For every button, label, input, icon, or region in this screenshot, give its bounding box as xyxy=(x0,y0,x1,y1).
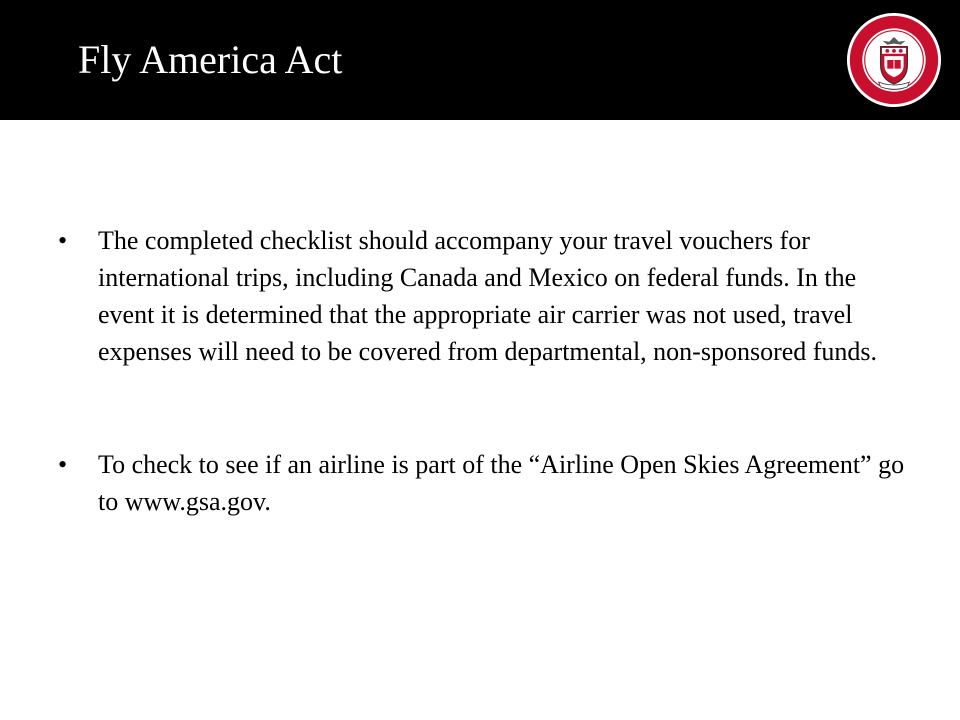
bullet-marker: • xyxy=(58,450,68,479)
bullet-text: To check to see if an airline is part of the “Airline Open Skies Agreement” go to www.gsa.gov. xyxy=(98,450,905,516)
slide-body xyxy=(58,222,908,520)
bullet-marker: • xyxy=(58,226,68,255)
bullet-item xyxy=(58,222,908,370)
slide-title: Fly America Act xyxy=(78,37,343,82)
texas-tech-seal-icon xyxy=(846,12,942,108)
header-bar xyxy=(0,0,960,120)
bullet-item xyxy=(58,446,908,520)
bullet-text: The completed checklist should accompany your travel vouchers for international trips, including Canada and Mexico on federal funds. In the event it is determined that the appropriate air carrier was not used, travel expenses will need to be covered from departmental, non-sponsored funds. xyxy=(98,226,878,366)
